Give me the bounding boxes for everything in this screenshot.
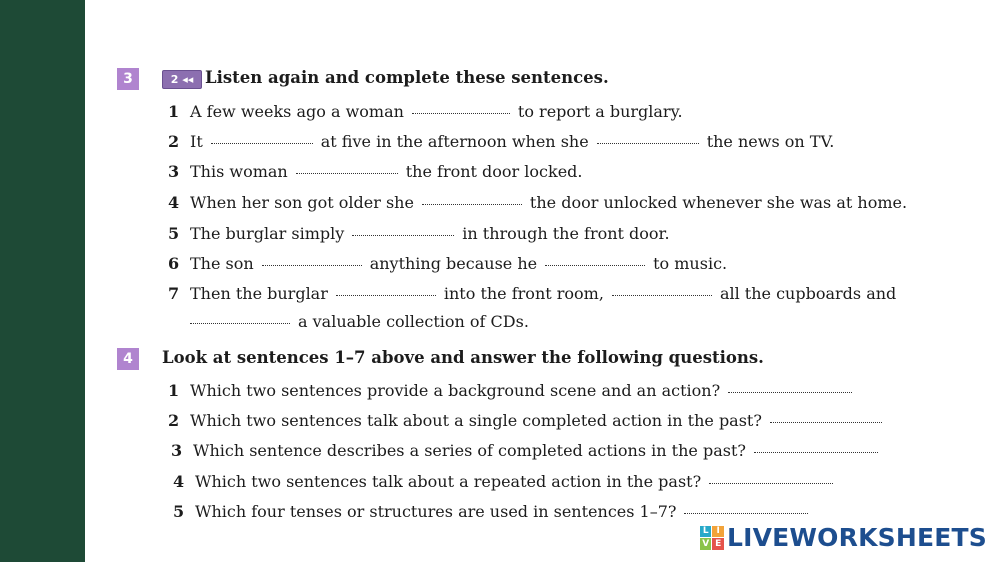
sentence-number: 7 — [168, 284, 180, 303]
worksheet — [85, 0, 999, 562]
logo-tile: L — [700, 526, 712, 538]
sentence-5 — [168, 224, 670, 243]
question-text: Which two sentences provide a background scene and an action? — [190, 381, 721, 400]
sentence-number: 5 — [168, 224, 180, 243]
question-number: 4 — [173, 472, 185, 491]
logo-tile: V — [700, 538, 712, 550]
sentence-text: a valuable collection of CDs. — [298, 312, 529, 331]
answer-blank[interactable] — [211, 142, 313, 144]
question-text: Which four tenses or structures are used in sentences 1–7? — [195, 502, 677, 521]
answer-blank[interactable] — [597, 142, 699, 144]
sentence-number: 2 — [168, 132, 180, 151]
sentence-text: all the cupboards and — [719, 284, 897, 303]
answer-blank[interactable] — [709, 482, 833, 484]
sentence-text: to music. — [653, 254, 728, 273]
exercise-3-number: 3 — [117, 68, 139, 90]
sentence-2 — [168, 132, 834, 151]
sentence-text: This woman — [190, 162, 288, 181]
liveworksheets-logo-icon — [700, 526, 724, 550]
question-number: 5 — [173, 502, 185, 521]
sentence-number: 4 — [168, 193, 180, 212]
question-text: Which sentence describes a series of completed actions in the past? — [193, 441, 746, 460]
left-sidebar — [0, 0, 85, 562]
question-number: 1 — [168, 381, 180, 400]
sentence-3 — [168, 162, 583, 181]
sentence-text: It — [190, 132, 203, 151]
sentence-text: the door unlocked whenever she was at home. — [529, 193, 908, 212]
exercise-4-instruction: Look at sentences 1–7 above and answer the following questions. — [162, 348, 764, 367]
sentence-text: into the front room, — [443, 284, 604, 303]
sentence-text: the news on TV. — [706, 132, 835, 151]
sentence-text: A few weeks ago a woman — [190, 102, 404, 121]
question-2 — [168, 411, 890, 430]
sentence-7 — [168, 284, 896, 303]
question-3 — [171, 441, 886, 460]
sentence-number: 6 — [168, 254, 180, 273]
exercise-3-instruction: Listen again and complete these sentences. — [205, 68, 609, 87]
answer-blank[interactable] — [352, 234, 454, 236]
question-4 — [173, 472, 841, 491]
question-number: 3 — [171, 441, 183, 460]
exercise-4-number: 4 — [117, 348, 139, 370]
answer-blank[interactable] — [754, 451, 878, 453]
answer-blank[interactable] — [336, 294, 436, 296]
sentence-text: at five in the afternoon when she — [320, 132, 589, 151]
sentence-text: The son — [190, 254, 254, 273]
liveworksheets-logo-text: LIVEWORKSHEETS — [726, 523, 987, 552]
sentence-text: the front door locked. — [405, 162, 583, 181]
question-text: Which two sentences talk about a single completed action in the past? — [190, 411, 762, 430]
answer-blank[interactable] — [412, 112, 510, 114]
answer-blank[interactable] — [684, 512, 808, 514]
sentence-number: 3 — [168, 162, 180, 181]
sentence-text: anything because he — [369, 254, 538, 273]
sentence-text: Then the burglar — [190, 284, 328, 303]
answer-blank[interactable] — [612, 294, 712, 296]
answer-blank[interactable] — [728, 391, 852, 393]
answer-blank[interactable] — [296, 172, 398, 174]
audio-track-badge[interactable] — [162, 70, 202, 89]
logo-tile: I — [712, 526, 724, 538]
answer-blank[interactable] — [262, 264, 362, 266]
answer-blank[interactable] — [422, 203, 522, 205]
sentence-4 — [168, 193, 907, 212]
sentence-7-continued — [190, 312, 529, 331]
question-text: Which two sentences talk about a repeated action in the past? — [195, 472, 702, 491]
question-1 — [168, 381, 860, 400]
sentence-text: to report a burglary. — [517, 102, 683, 121]
sentence-text: When her son got older she — [190, 193, 414, 212]
answer-blank[interactable] — [545, 264, 645, 266]
audio-track-label: 2 ◂◂ — [170, 73, 194, 86]
answer-blank[interactable] — [770, 421, 882, 423]
sentence-6 — [168, 254, 727, 273]
question-number: 2 — [168, 411, 180, 430]
sentence-number: 1 — [168, 102, 180, 121]
sentence-1 — [168, 102, 683, 121]
sentence-text: The burglar simply — [190, 224, 345, 243]
sentence-text: in through the front door. — [462, 224, 670, 243]
answer-blank[interactable] — [190, 322, 290, 324]
liveworksheets-logo — [700, 523, 987, 552]
question-5 — [173, 502, 816, 521]
logo-tile: E — [712, 538, 724, 550]
